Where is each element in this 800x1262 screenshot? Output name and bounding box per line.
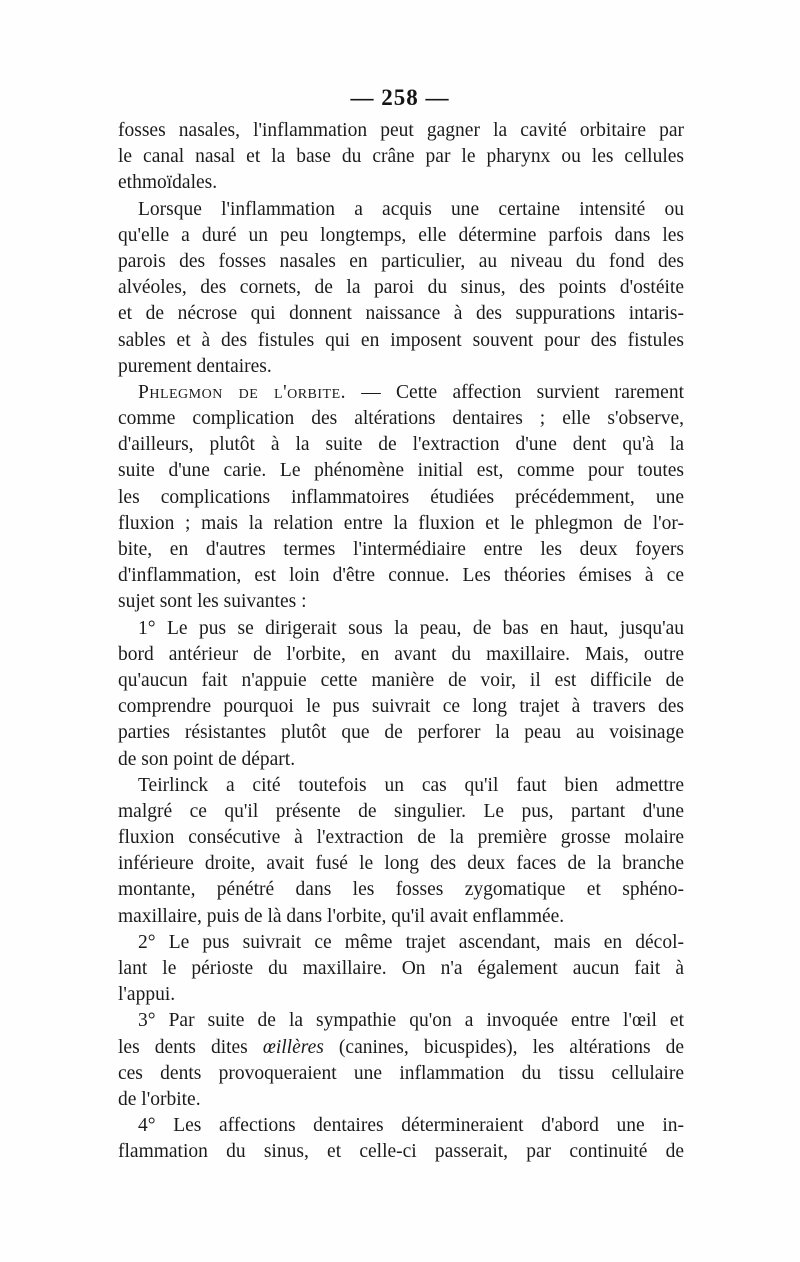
line-text: fluxion ; mais la relation entre la fluxion et le phlegmon de l'or-	[118, 512, 684, 534]
line-text: 3° Par suite de la sympathie qu'on a invoquée entre l'œil et	[138, 1010, 684, 1032]
text-line	[118, 589, 684, 615]
line-text: fluxion consécutive à l'extraction de la première grosse molaire	[118, 827, 684, 849]
text-line	[118, 275, 684, 301]
line-text: bite, en d'autres termes l'intermédiaire entre les deux foyers	[118, 539, 684, 560]
line-text: 1° Le pus se dirigerait sous la peau, de bas en haut, jusqu'au	[138, 617, 684, 639]
line-text: bord antérieur de l'orbite, en avant du maxillaire. Mais, outre	[118, 643, 684, 665]
text-line	[118, 485, 684, 511]
text-line	[118, 747, 684, 773]
line-text: inférieure droite, avait fusé le long des deux faces de la branche	[118, 853, 684, 875]
italic-term: œillères	[262, 1036, 324, 1058]
line-text: purement dentaires.	[118, 355, 272, 377]
line-text: Teirlinck a cité toutefois un cas qu'il faut bien admettre	[138, 774, 684, 796]
line-text: sables et à des fistules qui en imposent souvent pour des fistules	[118, 329, 684, 351]
text-line	[118, 380, 684, 406]
text-line	[118, 825, 684, 851]
text-line	[118, 249, 684, 275]
line-text: ethmoïdales.	[118, 172, 218, 194]
line-text: — Cette affection survient rarement	[346, 381, 684, 403]
line-text: et de nécrose qui donnent naissance à des suppurations intaris-	[118, 303, 684, 325]
text-line	[118, 877, 684, 903]
line-text: malgré ce qu'il présente de singulier. Le pus, partant d'une	[118, 800, 684, 822]
text-line	[118, 1008, 684, 1034]
text-line	[118, 642, 684, 668]
text-line	[118, 930, 684, 956]
text-line	[118, 956, 684, 982]
line-text: Lorsque l'inflammation a acquis une certaine intensité ou	[138, 198, 684, 220]
line-text: (canines, bicuspides), les altérations de	[323, 1036, 684, 1058]
text-line	[118, 170, 684, 196]
text-line	[118, 118, 684, 144]
text-line	[118, 982, 684, 1008]
text-line	[118, 537, 684, 563]
line-text: de l'orbite.	[118, 1088, 201, 1110]
text-line	[118, 563, 684, 589]
line-text: alvéoles, des cornets, de la paroi du sinus, des points d'ostéite	[118, 277, 684, 299]
text-line	[118, 406, 684, 432]
section-heading: Phlegmon de l'orbite.	[138, 381, 347, 403]
text-line	[118, 354, 684, 380]
text-line	[118, 668, 684, 694]
line-text: de son point de départ.	[118, 748, 296, 770]
text-line	[118, 144, 684, 170]
line-text: montante, pénétré dans les fosses zygomatique et sphéno-	[118, 879, 684, 901]
text-line	[118, 616, 684, 642]
line-text: parois des fosses nasales en particulier, au niveau du fond des	[118, 250, 684, 272]
line-text: d'inflammation, est loin d'être connue. Les théories émises à ce	[118, 565, 684, 587]
text-line	[118, 851, 684, 877]
text-line	[118, 301, 684, 327]
line-text: d'ailleurs, plutôt à la suite de l'extraction d'une dent qu'à la	[118, 434, 684, 456]
page-number: — 258 —	[350, 85, 450, 110]
line-text: parties résistantes plutôt que de perforer la peau au voisinage	[118, 722, 684, 744]
text-line	[118, 458, 684, 484]
line-text: fosses nasales, l'inflammation peut gagner la cavité orbitaire par	[118, 120, 684, 141]
text-line	[118, 1139, 684, 1165]
text-line	[118, 773, 684, 799]
text-line	[118, 223, 684, 249]
line-text: ces dents provoqueraient une inflammation du tissu cellulaire	[118, 1062, 684, 1084]
text-line	[118, 432, 684, 458]
text-line	[118, 328, 684, 354]
text-line	[118, 1061, 684, 1087]
text-line	[118, 1035, 684, 1061]
text-line	[118, 1113, 684, 1139]
line-text: 2° Le pus suivrait ce même trajet ascendant, mais en décol-	[138, 931, 684, 953]
line-text: suite d'une carie. Le phénomène initial est, comme pour toutes	[118, 460, 684, 482]
line-text: maxillaire, puis de là dans l'orbite, qu'il avait enflammée.	[118, 905, 565, 927]
line-text: lant le périoste du maxillaire. On n'a également aucun fait à	[118, 958, 684, 979]
line-text: les dents dites	[118, 1036, 263, 1058]
text-line	[118, 1087, 684, 1113]
line-text: qu'elle a duré un peu longtemps, elle détermine parfois dans les	[118, 224, 684, 246]
text-line	[118, 511, 684, 537]
line-text: les complications inflammatoires étudiées précédemment, une	[118, 486, 684, 508]
line-text: l'appui.	[118, 984, 176, 1006]
line-text: comprendre pourquoi le pus suivrait ce long trajet à travers des	[118, 696, 684, 718]
line-text: qu'aucun fait n'appuie cette manière de voir, il est difficile de	[118, 669, 684, 691]
text-line	[118, 904, 684, 930]
line-text: 4° Les affections dentaires détermineraient d'abord une in-	[138, 1115, 684, 1137]
line-text: flammation du sinus, et celle-ci passerait, par continuité de	[118, 1141, 684, 1163]
line-text: le canal nasal et la base du crâne par le pharynx ou les cellules	[118, 146, 684, 168]
text-line	[118, 720, 684, 746]
line-text: comme complication des altérations dentaires ; elle s'observe,	[118, 408, 684, 430]
text-line	[118, 799, 684, 825]
text-line	[118, 197, 684, 223]
text-line	[118, 694, 684, 720]
line-text: sujet sont les suivantes :	[118, 591, 307, 613]
body-text	[118, 118, 684, 1166]
